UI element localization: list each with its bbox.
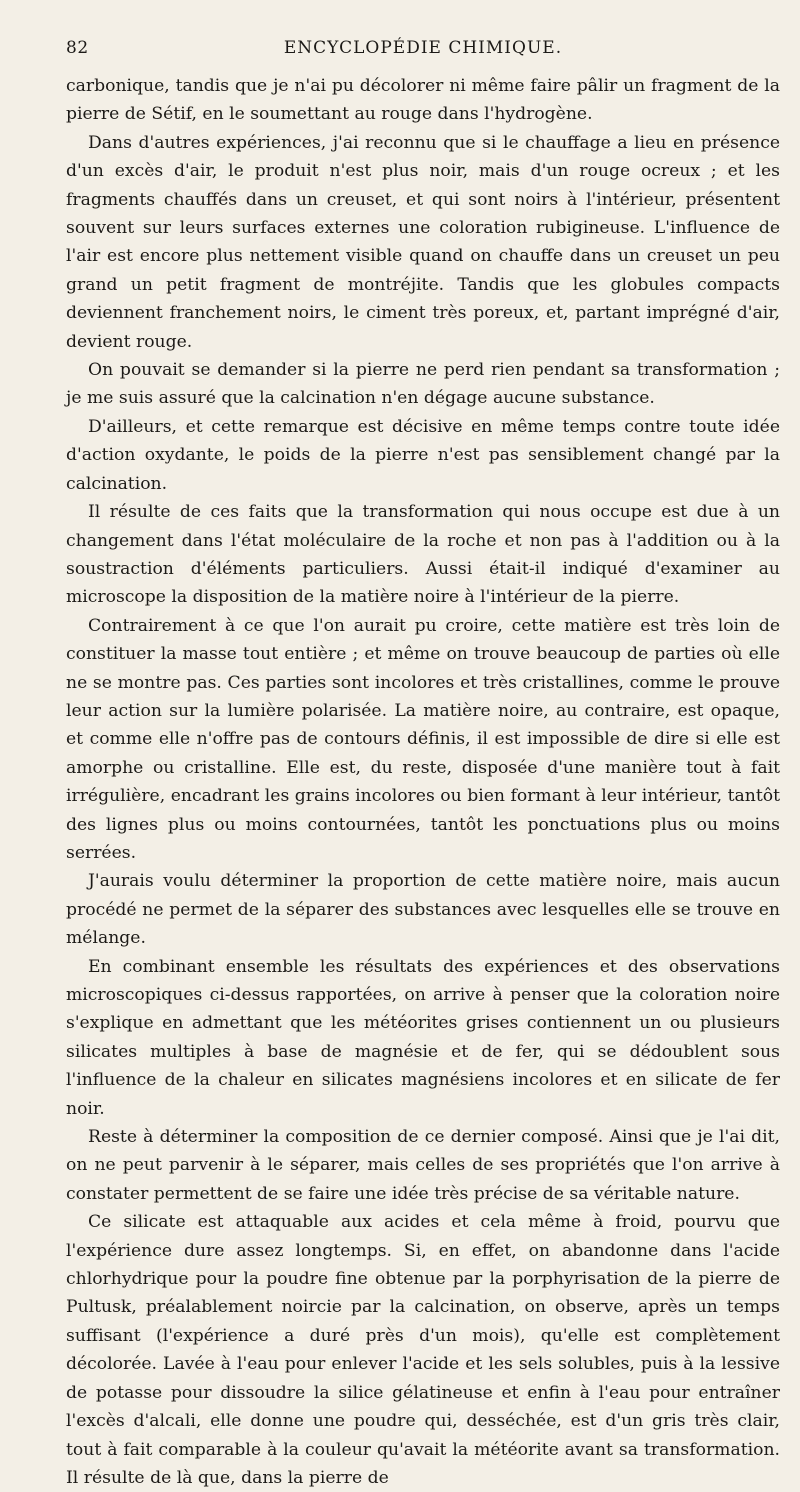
paragraph: Reste à déterminer la composition de ce dernier composé. Ainsi que je l'ai dit, on ne peut parvenir à le séparer, mais celles de ses propriétés que l'on arrive à constater permettent de se faire une idée très précise de sa véritable nature. [66,1127,780,1204]
running-head [66,38,780,72]
body-text [66,72,780,1492]
paragraph: Il résulte de ces faits que la transformation qui nous occupe est due à un changement dans l'état moléculaire de la roche et non pas à l'addition ou à la soustraction d'éléments particuliers. Aussi était-il indiqué d'examiner au microscope la disposition de la matière noire à l'intérieur de la pierre. [66,502,780,608]
paragraph: Ce silicate est attaquable aux acides et cela même à froid, pourvu que l'expérience dure assez longtemps. Si, en effet, on abandonne dans l'acide chlorhydrique pour la poudre fine obtenue par la porphyrisation de la pierre de Pultusk, préalablement noircie par la calcination, on observe, après un temps suffisant (l'expérience a duré près d'un mois), qu'elle est complètement décolorée. Lavée à l'eau pour enlever l'acide et les sels solubles, puis à la lessive de potasse pour dissoudre la silice gélatineuse et enfin à l'eau pour entraîner l'excès d'alcali, elle donne une poudre qui, desséchée, est d'un gris très clair, tout à fait comparable à la couleur qu'avait la météorite avant sa transformation. Il résulte de là que, dans la pierre de [66,1212,780,1488]
page-number: 82 [66,38,89,58]
paragraph: On pouvait se demander si la pierre ne perd rien pendant sa transformation ; je me suis assuré que la calcination n'en dégage aucune substance. [66,360,780,409]
running-title: ENCYCLOPÉDIE CHIMIQUE. [283,38,563,58]
paragraph: Dans d'autres expériences, j'ai reconnu que si le chauffage a lieu en présence d'un excès d'air, le produit n'est plus noir, mais d'un rouge ocreux ; et les fragments chauffés dans un creuset, et qui sont noirs à l'intérieur, présentent souvent sur leurs surfaces externes une coloration rubigineuse. L'influence de l'air est encore plus nettement visible quand on chauffe dans un creuset un peu grand un petit fragment de montréjite. Tandis que les globules compacts deviennent franchement noirs, le ciment très poreux, et, partant imprégné d'air, devient rouge. [66,132,780,352]
paragraph: Contrairement à ce que l'on aurait pu croire, cette matière est très loin de constituer la masse tout entière ; et même on trouve beaucoup de parties où elle ne se montre pas. Ces parties sont incolores et très cristallines, comme le prouve leur action sur la lumière polarisée. La matière noire, au contraire, est opaque, et comme elle n'offre pas de contours définis, il est impossible de dire si elle est amorphe ou cristalline. Elle est, du reste, disposée d'une manière tout à fait irrégulière, encadrant les grains incolores ou bien formant à leur intérieur, tantôt des lignes plus ou moins contournées, tantôt les ponctuations plus ou moins serrées. [66,615,780,863]
paragraph: En combinant ensemble les résultats des expériences et des observations microscopiques ci-dessus rapportées, on arrive à penser que la coloration noire s'explique en admettant que les météorites grises contiennent un ou plusieurs silicates multiples à base de magnésie et de fer, qui se dédoublent sous l'influence de la chaleur en silicates magnésiens incolores et en silicate de fer noir. [66,956,780,1119]
paragraph: D'ailleurs, et cette remarque est décisive en même temps contre toute idée d'action oxydante, le poids de la pierre n'est pas sensiblement changé par la calcination. [66,416,780,494]
paragraph: J'aurais voulu déterminer la proportion de cette matière noire, mais aucun procédé ne permet de la séparer des substances avec lesquelles elle se trouve en mélange. [66,871,780,949]
paragraph-continuation: carbonique, tandis que je n'ai pu décolorer ni même faire pâlir un fragment de la pierre de Sétif, en le soumettant au rouge dans l'hydrogène. [66,76,780,125]
